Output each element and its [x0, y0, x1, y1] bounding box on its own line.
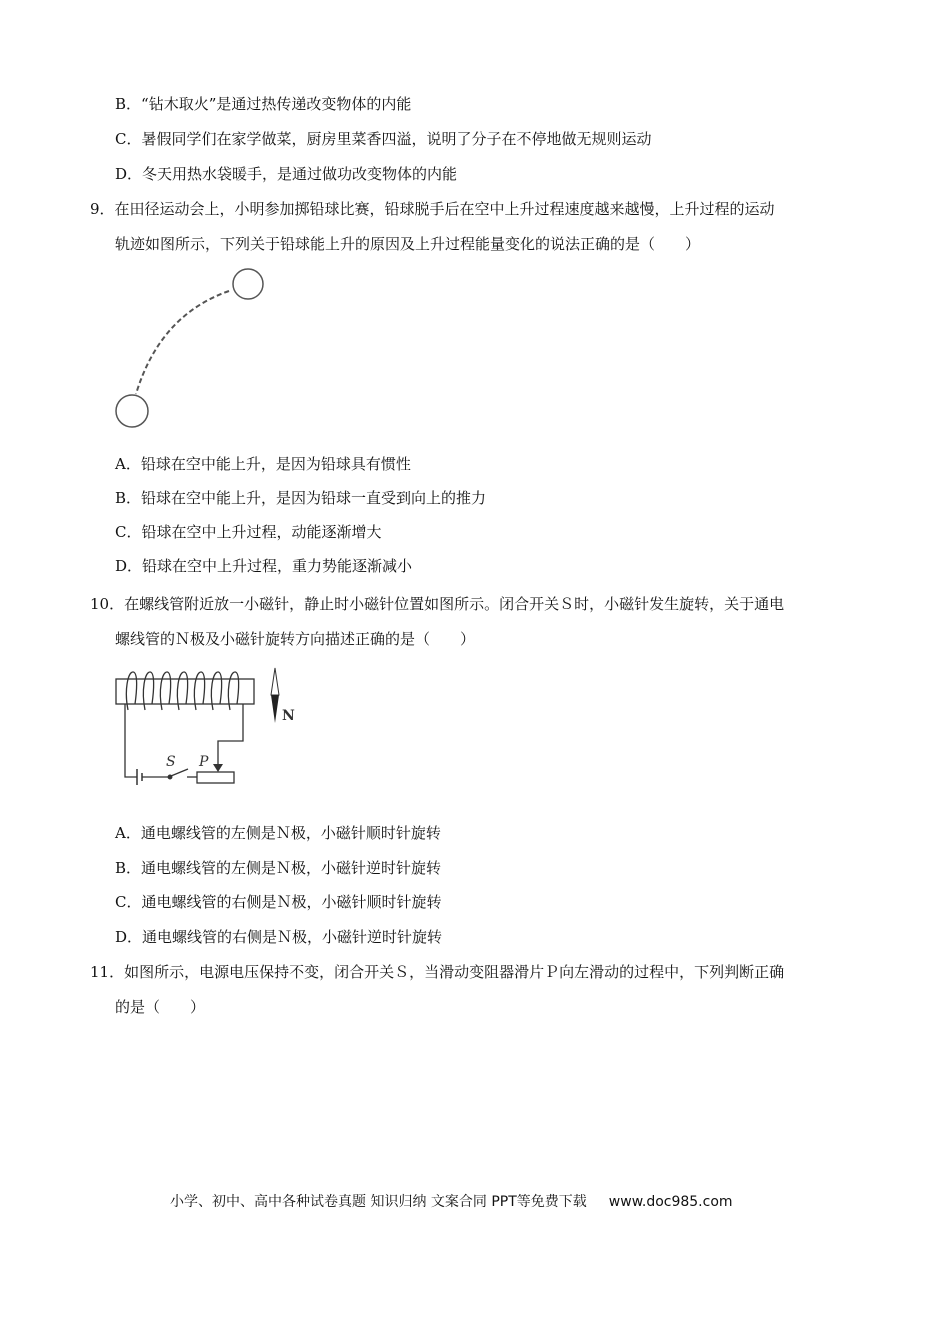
page-footer — [170, 1191, 733, 1211]
trajectory-dashed-path — [136, 291, 229, 394]
q10-option-c: C．通电螺线管的右侧是Ｎ极，小磁针顺时针旋转 — [115, 893, 442, 911]
q10-stem-line2: 螺线管的Ｎ极及小磁针旋转方向描述正确的是（ ） — [115, 630, 476, 648]
q8-option-b: B．“钻木取火”是通过热传递改变物体的内能 — [115, 95, 412, 113]
q10-option-d: D．通电螺线管的右侧是Ｎ极，小磁针逆时针旋转 — [115, 928, 443, 946]
shot-put-top — [233, 269, 263, 299]
q11-stem-line1: 11．如图所示，电源电压保持不变，闭合开关Ｓ，当滑动变阻器滑片Ｐ向左滑动的过程中，下列判断正确 — [90, 963, 785, 981]
q10-stem-line1: 10．在螺线管附近放一小磁针，静止时小磁针位置如图所示。闭合开关Ｓ时，小磁针发生旋转，关于通电 — [90, 595, 785, 613]
q11-stem-line2: 的是（ ） — [115, 998, 206, 1016]
q10-option-b: B．通电螺线管的左侧是Ｎ极，小磁针逆时针旋转 — [115, 859, 442, 877]
footer-text: 小学、初中、高中各种试卷真题 知识归纳 文案合同 PPT等免费下载 — [170, 1194, 587, 1210]
q9-stem-line2: 轨迹如图所示，下列关于铅球能上升的原因及上升过程能量变化的说法正确的是（ ） — [115, 235, 701, 253]
needle-n-label: N — [282, 708, 295, 724]
q9-option-b: B．铅球在空中能上升，是因为铅球一直受到向上的推力 — [115, 489, 487, 507]
q8-option-d: D．冬天用热水袋暖手，是通过做功改变物体的内能 — [115, 165, 458, 183]
q9-option-c: C．铅球在空中上升过程，动能逐渐增大 — [115, 523, 382, 541]
slider-label: P — [199, 754, 209, 770]
q9-option-a: A．铅球在空中能上升，是因为铅球具有惯性 — [115, 455, 411, 473]
q9-option-d: D．铅球在空中上升过程，重力势能逐渐减小 — [115, 557, 413, 575]
shot-put-bottom — [116, 395, 148, 427]
q9-stem-line1: 9．在田径运动会上，小明参加掷铅球比赛，铅球脱手后在空中上升过程速度越来越慢，上升过程的运动 — [90, 200, 775, 218]
switch-label: S — [166, 754, 176, 770]
q8-option-c: C．暑假同学们在家学做菜，厨房里菜香四溢，说明了分子在不停地做无规则运动 — [115, 130, 652, 148]
q10-option-a: A．通电螺线管的左侧是Ｎ极，小磁针顺时针旋转 — [115, 824, 441, 842]
footer-url[interactable]: www.doc985.com — [608, 1194, 733, 1210]
